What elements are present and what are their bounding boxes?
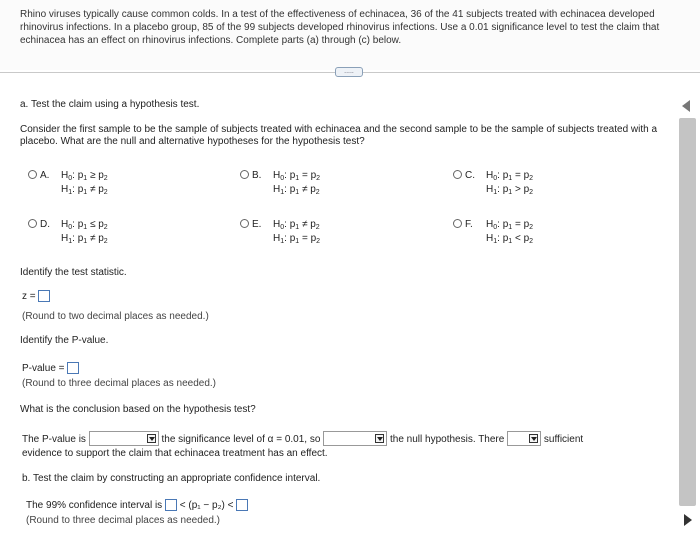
p-value-label: P-value = — [22, 363, 65, 374]
option-d-h0: $H_0$: $p_1 \le p_2$ — [61, 219, 108, 231]
ci-middle: < (p₁ − p₂) < — [179, 500, 234, 511]
part-a-heading: a. Test the claim using a hypothesis test. — [20, 99, 200, 110]
option-a-h1: $H_1$: $p_1 \ne p_2$ — [61, 184, 108, 196]
option-c-h0: $H_0$: $p_1 = p_2$ — [486, 170, 534, 182]
conclusion-text-3: the null hypothesis. There — [389, 434, 505, 445]
option-f-h1: $H_1$: $p_1 < p_2$ — [486, 233, 534, 245]
radio-b[interactable] — [240, 170, 249, 179]
hypothesis-question: Consider the first sample to be the sample of subjects treated with echinacea and the second sample to be the sample of subjects treated with a placebo. What are the null and alternative hypotheses for the hypothesis test? — [20, 124, 658, 147]
p-value-prompt: Identify the P-value. — [20, 335, 109, 346]
option-a-h0: $H_0$: $p_1 \ge p_2$ — [61, 170, 108, 182]
question-stem: Rhino viruses typically cause common colds. In a test of the effectiveness of echinacea, 36 of the 41 subjects treated with echinacea developed rhinovirus infections. In a placebo group, 85 of the 99 subjects developed rhinovirus infections. Use a 0.01 significance level to test the claim that echinacea has an effect on rhinovirus infections. Complete parts (a) through (c) below. — [20, 9, 660, 46]
option-d-h1: $H_1$: $p_1 \ne p_2$ — [61, 233, 108, 245]
radio-d[interactable] — [28, 219, 37, 228]
p-value-rounding-note: (Round to three decimal places as needed.) — [22, 378, 217, 389]
conclusion-row — [22, 431, 583, 446]
ci-upper-box[interactable] — [236, 499, 248, 511]
vertical-scrollbar[interactable] — [678, 90, 698, 534]
z-label: z = — [22, 291, 36, 302]
option-c[interactable]: C. $H_0$: $p_1 = p_2$ $H_1$: $p_1 > p_2$ — [453, 169, 480, 182]
conclusion-prompt: What is the conclusion based on the hypothesis test? — [20, 404, 256, 415]
conclusion-text-4: sufficient — [543, 434, 584, 445]
option-b[interactable]: B. $H_0$: $p_1 = p_2$ $H_1$: $p_1 \ne p_2$ — [240, 169, 266, 182]
option-e-h1: $H_1$: $p_1 = p_2$ — [273, 233, 321, 245]
option-c-h1: $H_1$: $p_1 > p_2$ — [486, 184, 534, 196]
confidence-interval-row — [26, 499, 248, 512]
ci-rounding-note: (Round to three decimal places as needed.) — [26, 515, 221, 526]
z-row — [22, 290, 50, 303]
chevron-down-icon — [147, 434, 156, 443]
conclusion-text-1: The P-value is — [22, 434, 86, 445]
evidence-dropdown[interactable] — [507, 431, 541, 446]
radio-c[interactable] — [453, 170, 462, 179]
pvalue-comparison-dropdown[interactable] — [89, 431, 159, 446]
option-e-h0: $H_0$: $p_1 \ne p_2$ — [273, 219, 320, 231]
conclusion-text-5: evidence to support the claim that echinacea treatment has an effect. — [22, 448, 328, 459]
chevron-down-icon — [375, 434, 384, 443]
p-value-answer-box[interactable] — [67, 362, 79, 374]
option-d[interactable]: D. $H_0$: $p_1 \le p_2$ $H_1$: $p_1 \ne p_2$ — [28, 218, 55, 231]
expand-stem-button[interactable]: ..... — [335, 67, 363, 77]
z-answer-box[interactable] — [38, 290, 50, 302]
radio-e[interactable] — [240, 219, 249, 228]
radio-f[interactable] — [453, 219, 462, 228]
option-e[interactable]: E. $H_0$: $p_1 \ne p_2$ $H_1$: $p_1 = p_2$ — [240, 218, 266, 231]
scroll-up-icon[interactable] — [682, 100, 690, 112]
test-statistic-prompt: Identify the test statistic. — [20, 267, 127, 278]
option-b-h1: $H_1$: $p_1 \ne p_2$ — [273, 184, 320, 196]
scroll-thumb[interactable] — [679, 118, 696, 506]
option-f-h0: $H_0$: $p_1 = p_2$ — [486, 219, 534, 231]
conclusion-text-2: the significance level of α = 0.01, so — [161, 434, 321, 445]
scroll-down-icon[interactable] — [684, 514, 692, 526]
ci-lower-box[interactable] — [165, 499, 177, 511]
option-b-h0: $H_0$: $p_1 = p_2$ — [273, 170, 321, 182]
question-content — [0, 73, 700, 534]
reject-decision-dropdown[interactable] — [323, 431, 387, 446]
part-b-heading: b. Test the claim by constructing an appropriate confidence interval. — [22, 473, 321, 484]
ci-label: The 99% confidence interval is — [26, 500, 163, 511]
p-value-row — [22, 362, 79, 375]
option-a[interactable]: A. $H_0$: $p_1 \ge p_2$ $H_1$: $p_1 \ne p_2$ — [28, 169, 54, 182]
option-f[interactable]: F. $H_0$: $p_1 = p_2$ $H_1$: $p_1 < p_2$ — [453, 218, 478, 231]
z-rounding-note: (Round to two decimal places as needed.) — [22, 311, 209, 322]
radio-a[interactable] — [28, 170, 37, 179]
chevron-down-icon — [529, 434, 538, 443]
